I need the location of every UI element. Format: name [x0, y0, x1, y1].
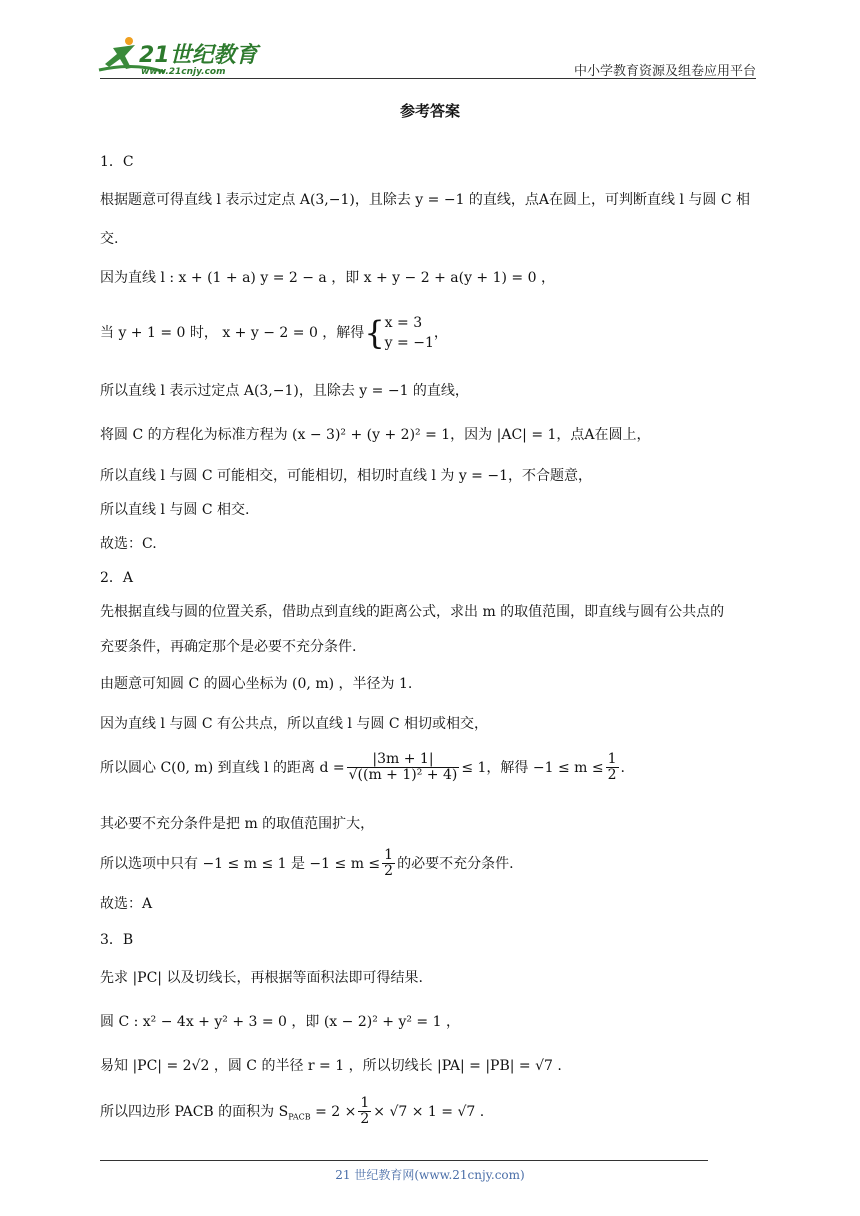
page-title: 参考答案: [399, 102, 460, 120]
q2-text-2: 充要条件，再确定那个是必要不充分条件.: [100, 639, 357, 655]
svg-text:www.21cnjy.com: www.21cnjy.com: [141, 67, 226, 77]
q2-text-7: [100, 848, 514, 880]
distance-denominator: √((m + 1)² + 4): [348, 767, 458, 784]
q1-text-4: [100, 313, 448, 353]
footer-link[interactable]: 21 世纪教育网(www.21cnjy.com): [335, 1168, 525, 1182]
system-eq-1: x = 3: [384, 315, 423, 331]
q2-text-7-pre: 所以选项中只有 −1 ≤ m ≤ 1 是 −1 ≤ m ≤: [100, 855, 381, 872]
q1-text-4-post: ，: [433, 325, 448, 341]
q2-text-5-post: .: [620, 759, 625, 776]
site-logo[interactable]: [95, 34, 265, 80]
area-half-numerator: 1: [360, 1095, 370, 1111]
half-fraction: [606, 752, 619, 784]
q1-text-1: 根据题意可得直线 l 表示过定点 A(3,−1)，且除去 y = −1 的直线，点A在圆上，可判断直线 l 与圆 C 相: [100, 192, 751, 208]
q3-text-3: 易知 |PC| = 2√2 ，圆 C 的半径 r = 1 ，所以切线长 |PA| = |PB| = √7 .: [100, 1058, 562, 1074]
q2-text-6: 其必要不充分条件是把 m 的取值范围扩大，: [100, 816, 375, 832]
q3-text-4-mid: = 2 ×: [310, 1103, 357, 1120]
distance-numerator: |3m + 1|: [347, 752, 460, 768]
q3-text-1: 先求 |PC| 以及切线长，再根据等面积法即可得结果.: [100, 970, 423, 986]
q2-text-8: 故选：A: [100, 896, 153, 912]
area-half-denominator: 2: [360, 1111, 370, 1128]
area-half-fraction: [358, 1096, 371, 1128]
footer-divider: [100, 1160, 708, 1161]
q1-text-5: 所以直线 l 表示过定点 A(3,−1)，且除去 y = −1 的直线，: [100, 383, 469, 399]
q2-text-5-mid: ≤ 1，解得 −1 ≤ m ≤: [461, 759, 604, 776]
q1-text-8: 所以直线 l 与圆 C 相交.: [100, 502, 250, 518]
q3-text-4-post: × √7 × 1 = √7 .: [373, 1103, 485, 1120]
q3-answer-head: 3．B: [100, 932, 134, 948]
equation-system: [385, 313, 434, 353]
q2-text-5: [100, 752, 625, 784]
q2-text-4: 因为直线 l 与圆 C 有公共点，所以直线 l 与圆 C 相切或相交，: [100, 716, 488, 732]
q1-text-9: 故选：C.: [100, 536, 157, 552]
header-platform-name: 中小学教育资源及组卷应用平台: [573, 64, 756, 79]
area-subscript: PACB: [288, 1112, 311, 1122]
svg-text:21世纪教育: 21世纪教育: [139, 43, 258, 68]
half-fraction-2: [382, 848, 395, 880]
page-header: [0, 0, 860, 80]
q3-text-4: [100, 1096, 484, 1128]
q3-text-2: 圆 C : x² − 4x + y² + 3 = 0 ，即 (x − 2)² + y² = 1 ，: [100, 1014, 460, 1030]
system-brace: {: [364, 314, 385, 352]
q1-text-2: 交.: [100, 231, 119, 247]
q2-text-5-pre: 所以圆心 C(0, m) 到直线 l 的距离 d =: [100, 759, 345, 776]
half-denominator: 2: [607, 767, 617, 784]
distance-fraction: [347, 752, 460, 784]
q2-text-7-post: 的必要不充分条件.: [397, 855, 514, 872]
q2-text-1: 先根据直线与圆的位置关系，借助点到直线的距离公式，求出 m 的取值范围，即直线与圆有公共点的: [100, 604, 725, 620]
half-numerator: 1: [607, 751, 617, 767]
header-divider: [100, 78, 756, 79]
half-denominator-2: 2: [384, 863, 394, 880]
system-eq-2: y = −1: [384, 335, 434, 351]
q1-text-4-pre: 当 y + 1 = 0 时， x + y − 2 = 0 ，解得: [100, 325, 365, 341]
q3-text-4-pre: 所以四边形 PACB 的面积为 S: [100, 1103, 289, 1120]
q1-text-6: 将圆 C 的方程化为标准方程为 (x − 3)² + (y + 2)² = 1，因为 |AC| = 1，点A在圆上，: [100, 427, 651, 443]
half-numerator-2: 1: [384, 847, 394, 863]
q1-text-7: 所以直线 l 与圆 C 可能相交，可能相切，相切时直线 l 为 y = −1，不合题意，: [100, 468, 592, 484]
q1-answer-head: 1．C: [100, 154, 134, 170]
q2-text-3: 由题意可知圆 C 的圆心坐标为 (0, m) ，半径为 1.: [100, 676, 413, 692]
q1-text-3: 因为直线 l : x + (1 + a) y = 2 − a ，即 x + y − 2 + a(y + 1) = 0 ，: [100, 270, 555, 286]
q2-answer-head: 2．A: [100, 570, 134, 586]
